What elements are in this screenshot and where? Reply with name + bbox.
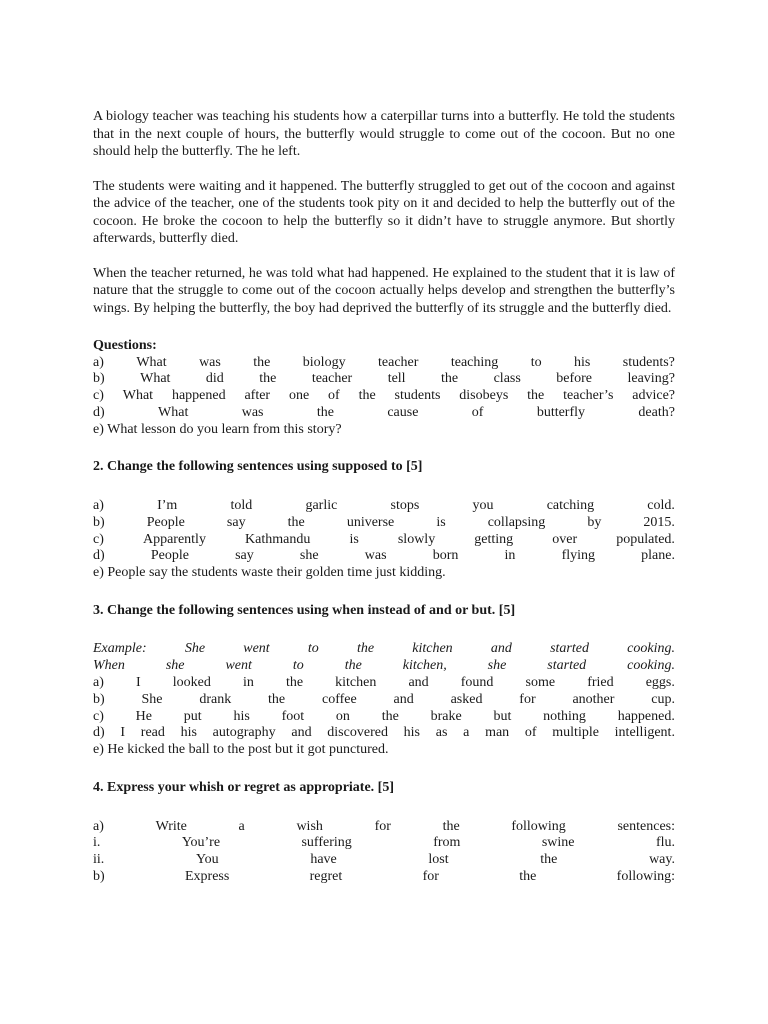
word: the — [253, 354, 271, 370]
word: i. — [93, 835, 101, 851]
word: What — [158, 404, 189, 420]
word: drank — [199, 691, 232, 707]
word: suffering — [301, 835, 352, 851]
word: the — [540, 852, 558, 868]
word: a) — [93, 497, 104, 513]
word: of — [524, 725, 537, 741]
word: to — [292, 658, 304, 674]
section-2-heading: 2. Change the following sentences using supposed to [5] — [93, 459, 423, 475]
word: discovered — [327, 725, 388, 741]
word: man — [485, 725, 510, 741]
word: What — [122, 388, 154, 404]
word: the — [259, 371, 277, 387]
word: born — [432, 548, 459, 564]
word: d) — [93, 725, 105, 741]
word: cup. — [651, 691, 675, 707]
word: teacher — [311, 371, 353, 387]
word: He — [135, 708, 152, 724]
word: a) — [93, 354, 104, 370]
word: the — [441, 371, 459, 387]
word: the — [356, 641, 375, 657]
word: a) — [93, 675, 104, 691]
word: Express — [184, 868, 230, 884]
word: you — [472, 497, 494, 513]
word: following: — [616, 868, 675, 884]
word: stops — [390, 497, 420, 513]
word: Apparently — [142, 531, 206, 547]
word: of — [328, 388, 340, 404]
word: You’re — [181, 835, 221, 851]
section-3-example-1 — [93, 641, 675, 658]
word: told — [230, 497, 253, 513]
word: and — [291, 725, 312, 741]
word: kitchen, — [402, 658, 447, 674]
section-3-heading: 3. Change the following sentences using when instead of and or but. [5] — [93, 602, 516, 618]
word: slowly — [397, 531, 436, 547]
word: the — [344, 658, 362, 674]
word: and — [393, 691, 414, 707]
section-3-item-b — [93, 692, 675, 709]
word: to — [307, 641, 319, 657]
word: students — [394, 388, 441, 404]
word: She — [184, 641, 206, 657]
word: universe — [346, 514, 395, 530]
word: People — [146, 514, 185, 530]
word: to — [530, 354, 542, 370]
word: eggs. — [645, 675, 675, 691]
word: for — [374, 818, 391, 834]
word: in — [504, 548, 516, 564]
word: regret — [309, 868, 343, 884]
word: sentences: — [617, 818, 675, 834]
word: flying — [561, 548, 596, 564]
word: b) — [93, 868, 105, 884]
word: was — [241, 404, 264, 420]
word: c) — [93, 388, 104, 404]
question-b — [93, 371, 675, 388]
word: b) — [93, 691, 105, 707]
word: cooking. — [627, 641, 675, 657]
word: another — [572, 691, 615, 707]
word: happened. — [617, 708, 675, 724]
word: is — [436, 514, 446, 530]
word: for — [519, 691, 536, 707]
word: fried — [587, 675, 614, 691]
word: the — [285, 675, 304, 691]
word: a — [238, 818, 245, 834]
word: cause — [387, 404, 419, 420]
word: I’m — [157, 497, 178, 513]
word: way. — [649, 852, 675, 868]
word: 2015. — [643, 514, 675, 530]
word: say — [226, 514, 246, 530]
word: cold. — [647, 497, 675, 513]
word: leaving? — [627, 371, 675, 387]
word: started — [550, 641, 589, 657]
word: as — [435, 725, 448, 741]
word: say — [235, 548, 254, 564]
questions-list — [93, 355, 675, 439]
word: biology — [302, 354, 346, 370]
word: class — [493, 371, 521, 387]
word: b) — [93, 514, 105, 530]
word: wish — [296, 818, 323, 834]
word: autography — [212, 725, 276, 741]
word: People — [150, 548, 189, 564]
word: is — [349, 531, 359, 547]
word: populated. — [616, 531, 675, 547]
word: kitchen — [335, 675, 377, 691]
section-3-item-d — [93, 725, 675, 742]
word: went — [243, 641, 270, 657]
word: advice? — [632, 388, 675, 404]
word: nothing — [543, 708, 586, 724]
word: happened — [171, 388, 226, 404]
word: some — [525, 675, 556, 691]
word: the — [316, 404, 334, 420]
section-3-item-c — [93, 709, 675, 726]
word: foot — [281, 708, 305, 724]
word: Example: — [93, 641, 147, 657]
word: a) — [93, 818, 104, 834]
word: intelligent. — [614, 725, 675, 741]
question-c — [93, 388, 675, 405]
word: butterfly — [536, 404, 586, 420]
word: garlic — [305, 497, 338, 513]
word: she — [487, 658, 507, 674]
section-4-item-i — [93, 835, 675, 852]
story-paragraph-3: When the teacher returned, he was told what had happened. He explained to the student that it is law of nature that the struggle to come out of the cocoon actually helps develop and strengthen the butterfly’s wings. By helping the butterfly, the boy had deprived the butterfly of its struggle and the butterfly died. — [93, 265, 675, 316]
word: getting — [474, 531, 514, 547]
word: teacher — [378, 354, 419, 370]
word: c) — [93, 708, 104, 724]
word: the — [527, 388, 545, 404]
word: brake — [430, 708, 462, 724]
word: his — [574, 354, 591, 370]
word: his — [403, 725, 421, 741]
word: What — [136, 354, 167, 370]
word: she — [299, 548, 319, 564]
word: looked — [172, 675, 211, 691]
word: over — [552, 531, 578, 547]
word: Write — [155, 818, 187, 834]
section-4-item-b — [93, 869, 675, 886]
word: did — [205, 371, 224, 387]
word: the — [442, 818, 460, 834]
word: plane. — [641, 548, 675, 564]
section-4-heading: 4. Express your whish or regret as appropriate. [5] — [93, 780, 395, 796]
word: the — [268, 691, 286, 707]
word: death? — [638, 404, 675, 420]
word: the — [287, 514, 305, 530]
word: asked — [450, 691, 483, 707]
section-2-item-c — [93, 532, 675, 549]
story-paragraph-2: The students were waiting and it happened. The butterfly struggled to get out of the cocoon and against the advice of the teacher, one of the students took pity on it and decided to help the butterfly out of the cocoon. He broke the cocoon to help the butterfly so it didn’t have to struggle anymore. But shortly afterwards, butterfly died. — [93, 178, 675, 246]
word: She — [141, 691, 163, 707]
word: one — [288, 388, 310, 404]
word: before — [556, 371, 593, 387]
word: collapsing — [487, 514, 546, 530]
word: was — [199, 354, 221, 370]
word: kitchen — [412, 641, 453, 657]
word: flu. — [655, 835, 675, 851]
word: ii. — [93, 852, 105, 868]
section-4-item-a — [93, 819, 675, 836]
questions-heading: Questions: — [93, 338, 157, 353]
word: the — [358, 388, 376, 404]
word: his — [233, 708, 250, 724]
word: put — [183, 708, 202, 724]
word: students? — [622, 354, 675, 370]
section-4-item-ii — [93, 852, 675, 869]
word: the — [381, 708, 399, 724]
section-4-list — [93, 819, 675, 886]
word: cooking. — [627, 658, 675, 674]
question-e: e) What lesson do you learn from this story? — [93, 421, 342, 437]
section-3-list — [93, 641, 675, 759]
word: for — [422, 868, 439, 884]
word: swine — [541, 835, 575, 851]
word: multiple — [552, 725, 599, 741]
word: lost — [428, 852, 449, 868]
word: started — [547, 658, 587, 674]
word: on — [335, 708, 350, 724]
word: the — [519, 868, 537, 884]
word: Kathmandu — [245, 531, 311, 547]
section-2-item-d — [93, 548, 675, 565]
word: d) — [93, 404, 105, 420]
word: from — [433, 835, 461, 851]
word: coffee — [321, 691, 357, 707]
section-2-list — [93, 498, 675, 582]
question-a — [93, 355, 675, 372]
word: and — [408, 675, 429, 691]
word: and — [490, 641, 512, 657]
word: was — [364, 548, 387, 564]
word: after — [244, 388, 271, 404]
section-3-item-e: e) He kicked the ball to the post but it got punctured. — [93, 742, 389, 758]
word: a — [463, 725, 470, 741]
word: I — [120, 725, 126, 741]
word: What — [140, 371, 171, 387]
section-2-item-a — [93, 498, 675, 515]
word: read — [140, 725, 165, 741]
word: disobeys — [459, 388, 509, 404]
word: teacher’s — [563, 388, 614, 404]
word: by — [587, 514, 602, 530]
word: in — [242, 675, 254, 691]
word: but — [493, 708, 512, 724]
question-d — [93, 405, 675, 422]
section-2-item-b — [93, 515, 675, 532]
word: When — [93, 658, 125, 674]
section-3-example-2 — [93, 658, 675, 675]
word: I — [135, 675, 141, 691]
word: found — [460, 675, 494, 691]
word: of — [471, 404, 484, 420]
word: went — [225, 658, 252, 674]
section-2-item-e: e) People say the students waste their golden time just kidding. — [93, 565, 446, 581]
word: teaching — [450, 354, 499, 370]
word: she — [165, 658, 185, 674]
word: his — [180, 725, 197, 741]
section-3-item-a — [93, 675, 675, 692]
word: following — [511, 818, 566, 834]
document-page — [93, 108, 675, 906]
word: d) — [93, 548, 105, 564]
word: c) — [93, 531, 104, 547]
story-paragraph-1: A biology teacher was teaching his students how a caterpillar turns into a butterfly. He told the students that in the next couple of hours, the butterfly would struggle to come out of the cocoon. But no one should help the butterfly. The he left. — [93, 109, 675, 159]
word: tell — [387, 371, 406, 387]
word: b) — [93, 371, 105, 387]
word: catching — [546, 497, 595, 513]
word: You — [195, 852, 219, 868]
word: have — [310, 852, 337, 868]
